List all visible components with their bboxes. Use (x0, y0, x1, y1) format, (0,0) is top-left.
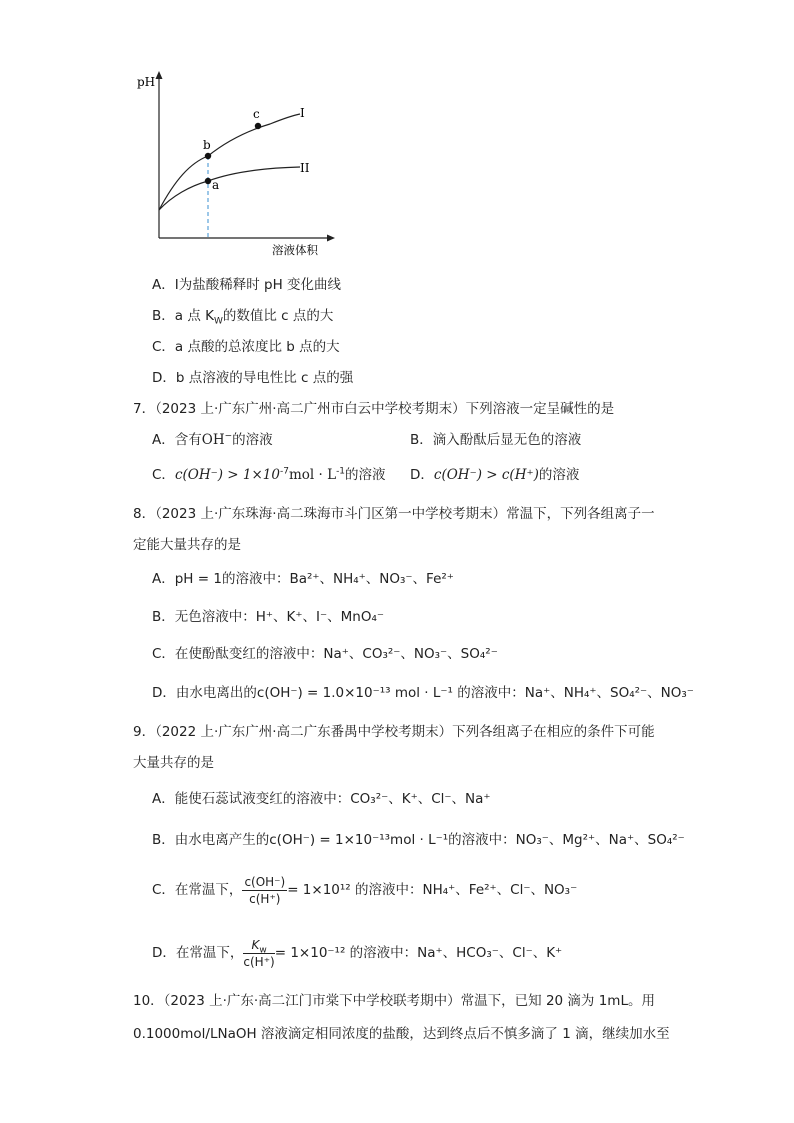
q7-d-pre: D． (410, 467, 434, 483)
q6-option-b-rest: 的数值比 c 点的大 (222, 308, 334, 324)
x-axis (159, 235, 335, 242)
q7-a-charge: − (224, 431, 233, 442)
y-axis-label: pH (137, 75, 156, 89)
q6-option-b-text: B．a 点 K (152, 308, 214, 324)
q7-a-post: 的溶液 (232, 432, 273, 448)
q7-option-b: B．滴入酚酞后显无色的溶液 (410, 432, 582, 448)
q7-c-expr: c(OH⁻) > 1×10 (174, 467, 280, 483)
point-b (205, 153, 211, 159)
q8-option-d: D．由水电离出的c(OH⁻) = 1.0×10⁻¹³ mol · L⁻¹ 的溶液中：Na⁺、NH₄⁺、SO₄²⁻、NO₃⁻ (152, 685, 694, 701)
q6-option-b-sub: W (213, 316, 223, 327)
q9-d-pre: D．在常温下， (152, 945, 244, 961)
q8-stem-line-1: 8．（2023 上·广东珠海·高二珠海市斗门区第一中学校考期末）常温下，下列各组离子一 (133, 506, 655, 522)
q7-d-expr: c(OH⁻) > c(H⁺) (433, 467, 539, 483)
q9-d-num (243, 937, 274, 954)
label-a: a (212, 178, 220, 192)
q6-option-b (152, 307, 333, 325)
q7-c-exp: -7 (279, 466, 289, 477)
q9-d-num-k: K (251, 937, 260, 952)
q8-option-a: A．pH = 1的溶液中：Ba²⁺、NH₄⁺、NO₃⁻、Fe²⁺ (152, 571, 454, 587)
q7-option-d (410, 466, 579, 484)
q9-c-num: c(OH⁻) (244, 874, 286, 889)
q7-c-unit-exp: -1 (336, 466, 346, 477)
q9-d-num-sub: w (259, 944, 267, 955)
curve-II (159, 167, 300, 210)
q6-option-a: A．Ⅰ为盐酸稀释时 pH 变化曲线 (152, 277, 342, 293)
q9-d-fraction (243, 937, 274, 970)
q8-stem-line-2: 定能大量共存的是 (133, 537, 241, 553)
curve-I-label: I (300, 106, 305, 120)
x-axis-label: 溶液体积 (272, 243, 318, 257)
q9-d-post: = 1×10⁻¹² 的溶液中：Na⁺、HCO₃⁻、Cl⁻、K⁺ (274, 945, 563, 961)
q6-option-d: D．b 点溶液的导电性比 c 点的强 (152, 370, 354, 386)
label-b: b (203, 138, 211, 152)
q10-line-1: 10．（2023 上·广东·高二江门市棠下中学校联考期中）常温下，已知 20 滴为 1mL。用 (133, 993, 655, 1009)
q10-line-2: 0.1000mol/LNaOH 溶液滴定相同浓度的盐酸，达到终点后不慎多滴了 1 滴，继续加水至 (133, 1026, 670, 1042)
ph-dilution-graph (0, 0, 794, 270)
q7-c-post: 的溶液 (345, 467, 386, 483)
q9-stem-line-1: 9．（2022 上·广东广州·高二广东番禺中学校考期末）下列各组离子在相应的条件下可能 (133, 724, 655, 740)
q7-option-a (152, 431, 273, 449)
q7-c-pre: C． (152, 467, 175, 483)
q9-c-pre: C．在常温下， (152, 882, 243, 898)
q7-a-ion: OH (201, 432, 225, 448)
q9-option-d (152, 933, 562, 973)
q7-d-post: 的溶液 (538, 467, 580, 483)
q7-stem: 7．（2023 上·广东广州·高二广州市白云中学校考期末）下列溶液一定呈碱性的是 (133, 401, 615, 417)
q9-option-a: A．能使石蕊试液变红的溶液中：CO₃²⁻、K⁺、Cl⁻、Na⁺ (152, 791, 491, 807)
q9-c-post: = 1×10¹² 的溶液中：NH₄⁺、Fe²⁺、Cl⁻、NO₃⁻ (287, 882, 578, 898)
q9-c-den: c(H⁺) (249, 891, 281, 906)
q7-a-pre: A．含有 (152, 432, 202, 448)
q9-d-den: c(H⁺) (243, 954, 275, 969)
q7-c-unit: mol · L (288, 467, 337, 483)
label-c: c (253, 107, 260, 121)
q7-option-c (152, 466, 386, 484)
y-axis (156, 71, 163, 238)
q8-option-c: C．在使酚酞变红的溶液中：Na⁺、CO₃²⁻、NO₃⁻、SO₄²⁻ (152, 646, 498, 662)
q9-stem-line-2: 大量共存的是 (133, 755, 214, 771)
curve-I (159, 114, 300, 210)
point-c (255, 123, 261, 129)
q9-c-fraction (242, 874, 287, 907)
q9-option-c (152, 870, 577, 910)
q8-option-b: B．无色溶液中：H⁺、K⁺、I⁻、MnO₄⁻ (152, 609, 384, 625)
point-a (205, 178, 211, 184)
q9-option-b: B．由水电离产生的c(OH⁻) = 1×10⁻¹³mol · L⁻¹的溶液中：NO₃⁻、Mg²⁺、Na⁺、SO₄²⁻ (152, 832, 685, 848)
curve-II-label: II (300, 161, 310, 175)
q6-option-c: C．a 点酸的总浓度比 b 点的大 (152, 339, 340, 355)
